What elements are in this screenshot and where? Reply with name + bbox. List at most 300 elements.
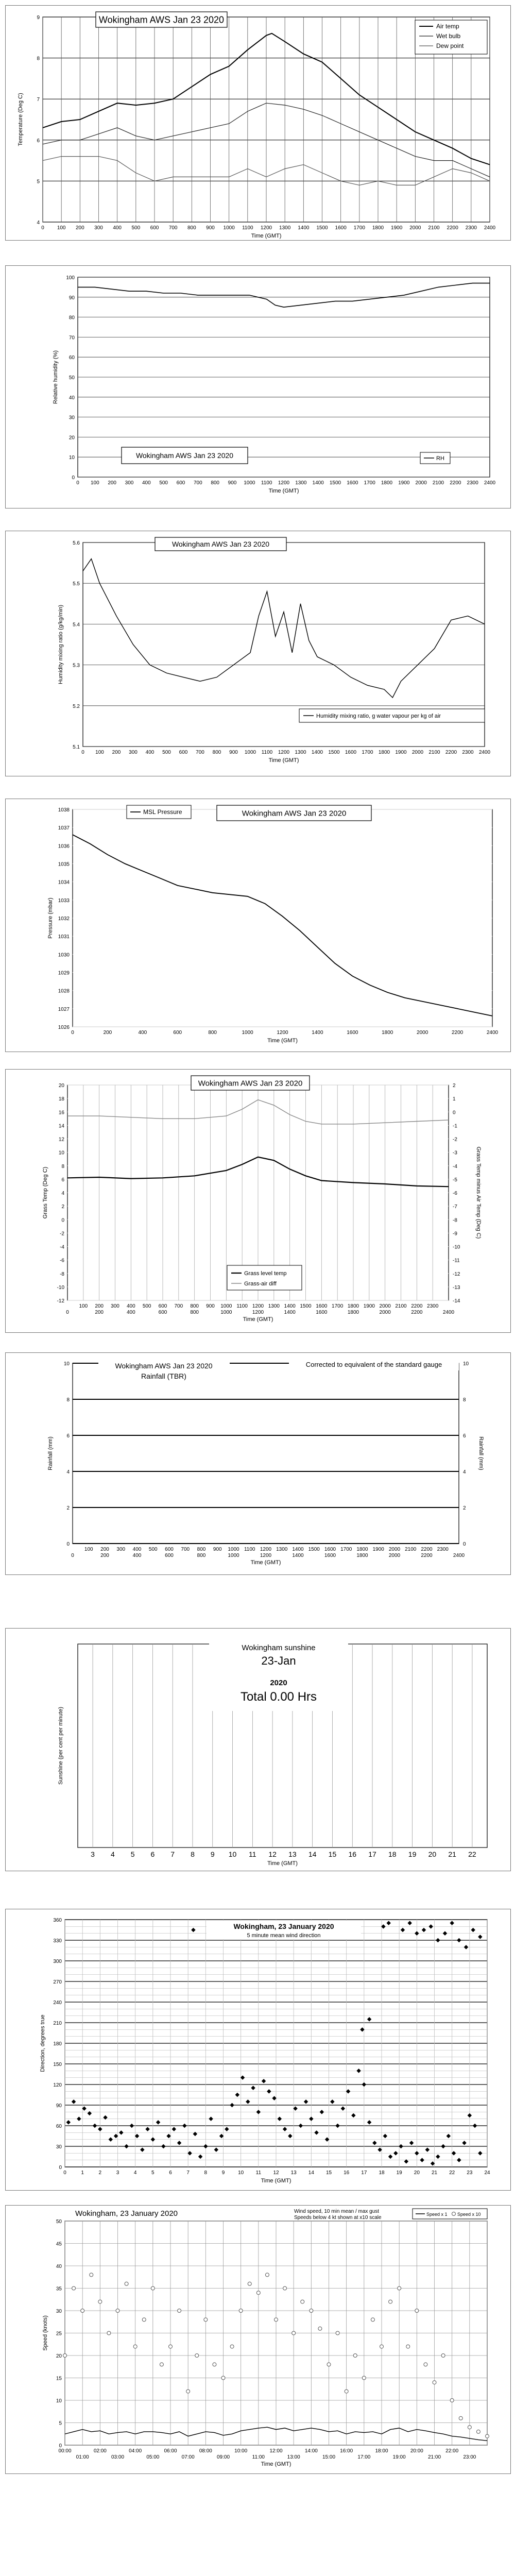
x-tick-label: 00:00 — [58, 2448, 72, 2454]
legend-label: Wet bulb — [436, 32, 461, 40]
x-tick-label: 200 — [95, 1303, 104, 1309]
y2-axis-label: Grass Temp minus Air Temp (Deg C) — [475, 1146, 482, 1239]
x-axis-label: Time (GMT) — [261, 2178, 291, 2184]
x-tick-label-lower: 1600 — [316, 1310, 328, 1315]
x-tick-label: 13 — [290, 2170, 297, 2176]
x-tick-label: 700 — [181, 1547, 190, 1552]
x-tick-label: 2400 — [484, 225, 496, 231]
x-tick-label: 15 — [325, 2170, 332, 2176]
x-tick-label: 1200 — [278, 480, 290, 486]
y-tick-label: 4 — [61, 1191, 64, 1196]
y-axis-label: Temperature (Deg C) — [18, 93, 24, 146]
y-tick-label: 1038 — [58, 807, 70, 813]
y2-tick-label: 1 — [453, 1096, 456, 1103]
y2-tick-label: -13 — [453, 1284, 460, 1291]
y-tick-label: 25 — [56, 2331, 62, 2337]
x-tick-label: 400 — [113, 225, 122, 231]
y-tick-label: 45 — [56, 2241, 62, 2247]
x-tick-label: 1200 — [277, 1030, 288, 1036]
x-tick-label: 2000 — [411, 750, 424, 755]
x-tick-label-lower: 17:00 — [357, 2454, 371, 2460]
y-tick-label: 180 — [53, 2041, 62, 2047]
x-tick-label: 1600 — [316, 1303, 328, 1309]
data-point — [424, 2363, 427, 2366]
x-tick-label-lower: 05:00 — [146, 2454, 160, 2460]
humidity-chart — [5, 265, 511, 509]
x-tick-label: 800 — [208, 1030, 217, 1036]
data-point — [248, 2282, 251, 2285]
data-point — [371, 2318, 374, 2321]
x-tick-label-lower: 1400 — [284, 1310, 296, 1315]
x-axis-label: Time (GMT) — [268, 488, 299, 494]
x-tick-label: 800 — [190, 1303, 199, 1309]
x-tick-label-lower: 200 — [100, 1553, 109, 1558]
x-tick-label: 900 — [213, 1547, 222, 1552]
y-tick-label: 6 — [37, 138, 40, 144]
y-tick-label: 1037 — [58, 825, 70, 832]
x-tick-label: 14:00 — [304, 2448, 318, 2454]
x-tick-label-lower: 2200 — [421, 1553, 433, 1558]
x-tick-label-lower: 800 — [197, 1553, 206, 1558]
legend-label: MSL Pressure — [143, 808, 182, 816]
y-tick-label: 1026 — [58, 1025, 70, 1030]
data-point — [98, 2300, 102, 2303]
y-tick-label: 10 — [63, 1361, 70, 1367]
data-point — [362, 2376, 366, 2380]
y-tick-label: 10 — [68, 455, 75, 461]
x-tick-label: 12 — [268, 1850, 277, 1858]
y-tick-label: -6 — [60, 1258, 64, 1264]
data-point — [125, 2282, 128, 2285]
x-tick-label: 06:00 — [164, 2448, 177, 2454]
x-tick-label: 12 — [273, 2170, 279, 2176]
x-tick-label-lower: 800 — [190, 1310, 199, 1315]
x-tick-label: 18:00 — [375, 2448, 388, 2454]
x-tick-label-lower: 2000 — [388, 1553, 401, 1558]
x-tick-label: 2300 — [437, 1547, 449, 1552]
y-tick-label: 60 — [68, 355, 75, 361]
y2-tick-label: -3 — [453, 1150, 457, 1156]
legend-label: Air temp — [436, 23, 459, 30]
y2-tick-label: 10 — [463, 1361, 469, 1367]
x-tick-label: 1300 — [276, 1547, 288, 1552]
y-tick-label: 5.2 — [73, 703, 80, 709]
y-tick-label: 5.1 — [73, 744, 80, 750]
data-point — [142, 2318, 146, 2321]
x-tick-label-lower: 2000 — [379, 1310, 391, 1315]
data-point — [195, 2354, 199, 2358]
x-tick-label: 0 — [81, 750, 84, 755]
y-tick-label: 2 — [61, 1204, 64, 1210]
y2-tick-label: -6 — [453, 1191, 457, 1196]
x-tick-label-lower: 23:00 — [463, 2454, 476, 2460]
sunshine-chart — [5, 1628, 511, 1871]
x-tick-label: 900 — [206, 1303, 215, 1309]
x-tick-label: 2300 — [465, 225, 477, 231]
data-point — [72, 2286, 76, 2290]
x-tick-label: 1800 — [356, 1547, 368, 1552]
y-tick-label: 1028 — [58, 988, 70, 994]
x-tick-label: 1700 — [353, 225, 365, 231]
x-tick-label: 1000 — [228, 1547, 239, 1552]
data-point — [160, 2363, 163, 2366]
x-tick-label: 20 — [414, 2170, 420, 2176]
x-tick-label-lower: 2400 — [442, 1310, 455, 1315]
y-tick-label: 1033 — [58, 897, 70, 904]
x-tick-label: 7 — [186, 2170, 190, 2176]
x-tick-label: 24 — [484, 2170, 490, 2176]
x-tick-label: 1000 — [244, 480, 255, 486]
x-tick-label: 600 — [173, 1030, 182, 1036]
x-tick-label: 1900 — [363, 1303, 375, 1309]
chart-year: 2020 — [270, 1679, 287, 1687]
x-tick-label: 1500 — [328, 750, 340, 755]
data-point — [204, 2318, 208, 2321]
data-point — [345, 2389, 348, 2393]
mixing-ratio-chart — [5, 531, 511, 776]
x-tick-label: 300 — [116, 1547, 126, 1552]
x-tick-label: 18 — [379, 2170, 385, 2176]
y-axis-label: Pressure (mbar) — [47, 897, 54, 939]
x-tick-label-lower: 2400 — [453, 1553, 465, 1558]
x-tick-label: 2300 — [427, 1303, 439, 1309]
y-tick-label: 4 — [66, 1469, 70, 1475]
x-tick-label: 400 — [138, 1030, 147, 1036]
y-tick-label: 0 — [72, 475, 75, 481]
x-tick-label-lower: 09:00 — [216, 2454, 230, 2460]
y-tick-label: 100 — [66, 275, 75, 281]
x-tick-label: 21 — [431, 2170, 438, 2176]
data-point — [353, 2354, 357, 2358]
x-tick-label: 04:00 — [129, 2448, 142, 2454]
y-tick-label: -4 — [60, 1244, 64, 1250]
y-tick-label: -12 — [57, 1298, 64, 1304]
x-tick-label: 800 — [211, 480, 220, 486]
y-tick-label: 120 — [53, 2082, 62, 2088]
x-tick-label: 0 — [41, 225, 44, 231]
x-tick-label: 400 — [145, 750, 154, 755]
x-tick-label: 1400 — [292, 1547, 304, 1552]
y-tick-label: 40 — [68, 395, 75, 401]
y-tick-label: 360 — [53, 1918, 62, 1923]
x-tick-label: 300 — [125, 480, 134, 486]
data-point — [441, 2354, 445, 2358]
x-tick-label: 900 — [228, 480, 237, 486]
x-tick-label: 1000 — [223, 225, 235, 231]
x-tick-label-lower: 400 — [126, 1310, 135, 1315]
y-axis-label: Grass Temp (Deg C) — [42, 1166, 48, 1219]
y-tick-label: 1032 — [58, 916, 70, 922]
y2-tick-label: -8 — [453, 1217, 457, 1224]
x-axis-label: Time (GMT) — [267, 1038, 298, 1044]
data-point — [292, 2331, 296, 2335]
x-axis-label: Time (GMT) — [268, 757, 299, 764]
data-point — [433, 2381, 436, 2384]
x-tick-label: 700 — [168, 225, 178, 231]
x-tick-label: 1500 — [300, 1303, 312, 1309]
x-tick-label: 19 — [408, 1850, 417, 1858]
y-tick-label: 5.5 — [73, 581, 80, 587]
x-tick-label: 300 — [94, 225, 103, 231]
x-tick-label: 200 — [100, 1547, 109, 1552]
x-tick-label: 1400 — [298, 225, 310, 231]
x-tick-label: 13 — [288, 1850, 297, 1858]
data-point — [186, 2389, 190, 2393]
x-tick-label: 3 — [116, 2170, 119, 2176]
chart-title: Wokingham, 23 January 2020 — [75, 2209, 178, 2218]
chart-title: Wokingham AWS Jan 23 2020 — [242, 809, 347, 818]
x-tick-label: 400 — [132, 1547, 142, 1552]
x-tick-label-lower: 400 — [132, 1553, 142, 1558]
y2-tick-label: 2 — [463, 1505, 466, 1511]
x-tick-label: 9 — [221, 2170, 225, 2176]
x-tick-label: 2200 — [450, 480, 461, 486]
x-tick-label: 1600 — [335, 225, 347, 231]
y-tick-label: 300 — [53, 1959, 62, 1964]
x-tick-label-lower: 1200 — [260, 1553, 272, 1558]
y2-axis-label: Rainfall (mm) — [478, 1436, 484, 1470]
x-tick-label: 1200 — [252, 1303, 264, 1309]
x-tick-label-lower: 01:00 — [76, 2454, 89, 2460]
x-tick-label: 1600 — [347, 1030, 358, 1036]
x-tick-label: 1200 — [260, 1547, 272, 1552]
x-tick-label: 1400 — [284, 1303, 296, 1309]
data-point — [151, 2286, 154, 2290]
x-tick-label: 1600 — [345, 750, 357, 755]
grass-temp-chart — [5, 1069, 511, 1333]
y-tick-label: 60 — [56, 2124, 62, 2129]
x-tick-label-lower: 07:00 — [181, 2454, 195, 2460]
y-tick-label: 16 — [58, 1110, 64, 1116]
x-tick-label: 2000 — [409, 225, 421, 231]
x-tick-label: 200 — [112, 750, 121, 755]
y2-tick-label: 4 — [463, 1469, 466, 1475]
y-tick-label: 30 — [68, 415, 75, 421]
data-point — [415, 2309, 419, 2313]
legend-label: Dew point — [436, 42, 464, 49]
x-tick-label: 0 — [63, 2170, 66, 2176]
x-tick-label: 11 — [249, 1850, 256, 1858]
y-tick-label: 15 — [56, 2376, 62, 2382]
chart-annotation: Corrected to equivalent of the standard gauge — [305, 1361, 442, 1368]
y-tick-label: 1030 — [58, 952, 70, 958]
x-tick-label: 300 — [111, 1303, 119, 1309]
x-tick-label-lower: 03:00 — [111, 2454, 125, 2460]
x-axis-label: Time (GMT) — [251, 233, 282, 239]
x-tick-label: 2100 — [428, 225, 440, 231]
x-tick-label: 400 — [126, 1303, 135, 1309]
y2-tick-label: -1 — [453, 1123, 457, 1129]
x-tick-label: 200 — [103, 1030, 112, 1036]
x-tick-label-lower: 200 — [95, 1310, 104, 1315]
x-tick-label: 1500 — [316, 225, 328, 231]
x-tick-label: 1 — [81, 2170, 84, 2176]
x-tick-label: 600 — [150, 225, 159, 231]
x-tick-label: 22:00 — [445, 2448, 459, 2454]
legend-label: Grass level temp — [244, 1270, 287, 1277]
x-tick-label: 1800 — [347, 1303, 359, 1309]
y-tick-label: 80 — [68, 315, 75, 321]
y-tick-label: 4 — [37, 220, 40, 226]
chart-title: Wokingham sunshine — [242, 1643, 316, 1652]
x-tick-label: 100 — [84, 1547, 93, 1552]
x-tick-label: 1500 — [329, 480, 341, 486]
chart-subtitle: Wind speed, 10 min mean / max gust — [294, 2209, 380, 2214]
y2-tick-label: -9 — [453, 1231, 457, 1237]
y-tick-label: 20 — [56, 2353, 62, 2359]
data-point — [116, 2309, 119, 2313]
data-point — [310, 2309, 313, 2313]
x-tick-label: 2 — [98, 2170, 102, 2176]
x-tick-label: 08:00 — [199, 2448, 212, 2454]
data-point — [459, 2416, 462, 2420]
data-point — [213, 2363, 216, 2366]
y-tick-label: 1034 — [58, 879, 70, 886]
data-point — [274, 2318, 278, 2321]
x-tick-label: 1200 — [260, 225, 272, 231]
x-tick-label: 4 — [110, 1850, 115, 1858]
x-tick-label: 3 — [91, 1850, 95, 1858]
x-tick-label: 1600 — [324, 1547, 336, 1552]
x-tick-label-lower: 15:00 — [322, 2454, 336, 2460]
y2-tick-label: -14 — [453, 1298, 460, 1304]
y-tick-label: 70 — [68, 335, 75, 341]
x-tick-label: 700 — [196, 750, 204, 755]
x-tick-label-lower: 2200 — [411, 1310, 423, 1315]
chart-title: Wokingham AWS Jan 23 2020 — [98, 14, 225, 25]
y-tick-label: 90 — [56, 2103, 62, 2109]
chart-subtitle: 5 minute mean wind direction — [247, 1933, 321, 1939]
chart-title: Wokingham AWS Jan 23 2020 — [198, 1079, 303, 1088]
data-point — [486, 2434, 489, 2438]
x-tick-label: 1200 — [278, 750, 290, 755]
x-tick-label: 1300 — [295, 480, 307, 486]
y-tick-label: 50 — [68, 375, 75, 381]
y-tick-label: 7 — [37, 97, 40, 103]
y2-tick-label: 2 — [453, 1083, 456, 1089]
x-tick-label: 100 — [95, 750, 104, 755]
legend-label: Humidity mixing ratio, g water vapour per kg of air — [316, 713, 441, 719]
x-tick-label: 1100 — [261, 750, 273, 755]
legend-swatch — [452, 2212, 456, 2216]
data-point — [63, 2354, 67, 2358]
x-tick-label: 2200 — [411, 1303, 423, 1309]
y2-tick-label: -2 — [453, 1137, 457, 1143]
x-tick-label: 1300 — [279, 225, 291, 231]
x-tick-label: 1700 — [364, 480, 375, 486]
y-tick-label: 330 — [53, 1938, 62, 1944]
data-point — [107, 2331, 111, 2335]
x-tick-label-lower: 1800 — [356, 1553, 368, 1558]
x-tick-label: 16 — [348, 1850, 357, 1858]
x-tick-label-lower: 13:00 — [287, 2454, 300, 2460]
y-tick-label: 30 — [56, 2309, 62, 2314]
x-tick-label: 6 — [150, 1850, 155, 1858]
y-tick-label: 20 — [68, 435, 75, 441]
y2-tick-label: 8 — [463, 1397, 466, 1403]
x-tick-label: 8 — [204, 2170, 208, 2176]
x-tick-label: 1800 — [381, 480, 393, 486]
x-tick-label: 1700 — [332, 1303, 344, 1309]
x-tick-label: 1900 — [395, 750, 407, 755]
y-tick-label: 1035 — [58, 861, 70, 868]
rainfall-chart — [5, 1352, 511, 1575]
data-point — [398, 2286, 401, 2290]
y-tick-label: 1031 — [58, 934, 70, 940]
data-point — [450, 2399, 454, 2402]
x-tick-label: 1900 — [391, 225, 403, 231]
y-tick-label: 35 — [56, 2286, 62, 2292]
x-tick-label: 1900 — [398, 480, 410, 486]
x-tick-label: 1500 — [308, 1547, 320, 1552]
y-tick-label: 5 — [59, 2420, 62, 2427]
x-tick-label: 5 — [151, 2170, 154, 2176]
x-tick-label: 2400 — [484, 480, 496, 486]
x-tick-label-lower: 11:00 — [252, 2454, 265, 2460]
x-tick-label: 2000 — [388, 1547, 401, 1552]
y-tick-label: 5 — [37, 179, 40, 185]
x-tick-label: 17 — [361, 2170, 367, 2176]
y-tick-label: -8 — [60, 1271, 64, 1277]
x-axis-label: Time (GMT) — [243, 1316, 273, 1323]
data-point — [81, 2309, 84, 2313]
x-tick-label: 500 — [131, 225, 141, 231]
x-tick-label: 1400 — [312, 1030, 323, 1036]
data-point — [221, 2376, 225, 2380]
data-point — [283, 2286, 287, 2290]
x-tick-label: 1300 — [268, 1303, 280, 1309]
y-tick-label: 8 — [66, 1397, 70, 1403]
y-tick-label: 0 — [61, 1217, 64, 1224]
x-tick-label: 2300 — [467, 480, 478, 486]
y2-tick-label: -11 — [453, 1258, 460, 1264]
y2-tick-label: -7 — [453, 1204, 457, 1210]
chart-subtitle: Rainfall (TBR) — [141, 1372, 186, 1380]
x-tick-label: 1300 — [295, 750, 306, 755]
y-tick-label: -10 — [57, 1284, 64, 1291]
x-tick-label: 2100 — [432, 480, 444, 486]
x-tick-label: 2400 — [486, 1030, 499, 1036]
y-tick-label: 18 — [58, 1096, 64, 1103]
x-tick-label-lower: 19:00 — [392, 2454, 406, 2460]
y-tick-label: 90 — [68, 295, 75, 301]
x-tick-label: 600 — [158, 1303, 167, 1309]
data-point — [90, 2273, 93, 2277]
y-tick-label: 10 — [56, 2398, 62, 2404]
legend-label: Speed x 1 — [426, 2212, 448, 2217]
x-tick-label: 02:00 — [93, 2448, 107, 2454]
y-axis-label: Relative humidity (%) — [53, 350, 59, 404]
x-tick-label: 1700 — [340, 1547, 352, 1552]
y-tick-label: 210 — [53, 2021, 62, 2026]
y-tick-label: 0 — [66, 1541, 70, 1547]
x-tick-label: 600 — [179, 750, 188, 755]
x-tick-label: 2100 — [395, 1303, 407, 1309]
y-tick-label: 12 — [58, 1137, 64, 1143]
x-tick-label: 2200 — [447, 225, 458, 231]
y-tick-label: 9 — [37, 15, 40, 21]
x-tick-label: 2100 — [428, 750, 440, 755]
x-tick-label: 1000 — [242, 1030, 253, 1036]
x-tick-label: 400 — [142, 480, 151, 486]
x-tick-label: 6 — [169, 2170, 172, 2176]
y2-tick-label: -10 — [453, 1244, 460, 1250]
x-tick-label: 1400 — [311, 750, 323, 755]
x-tick-label: 20:00 — [410, 2448, 423, 2454]
x-tick-label: 1900 — [372, 1547, 384, 1552]
x-tick-label: 0 — [76, 480, 79, 486]
y2-tick-label: -4 — [453, 1163, 457, 1170]
